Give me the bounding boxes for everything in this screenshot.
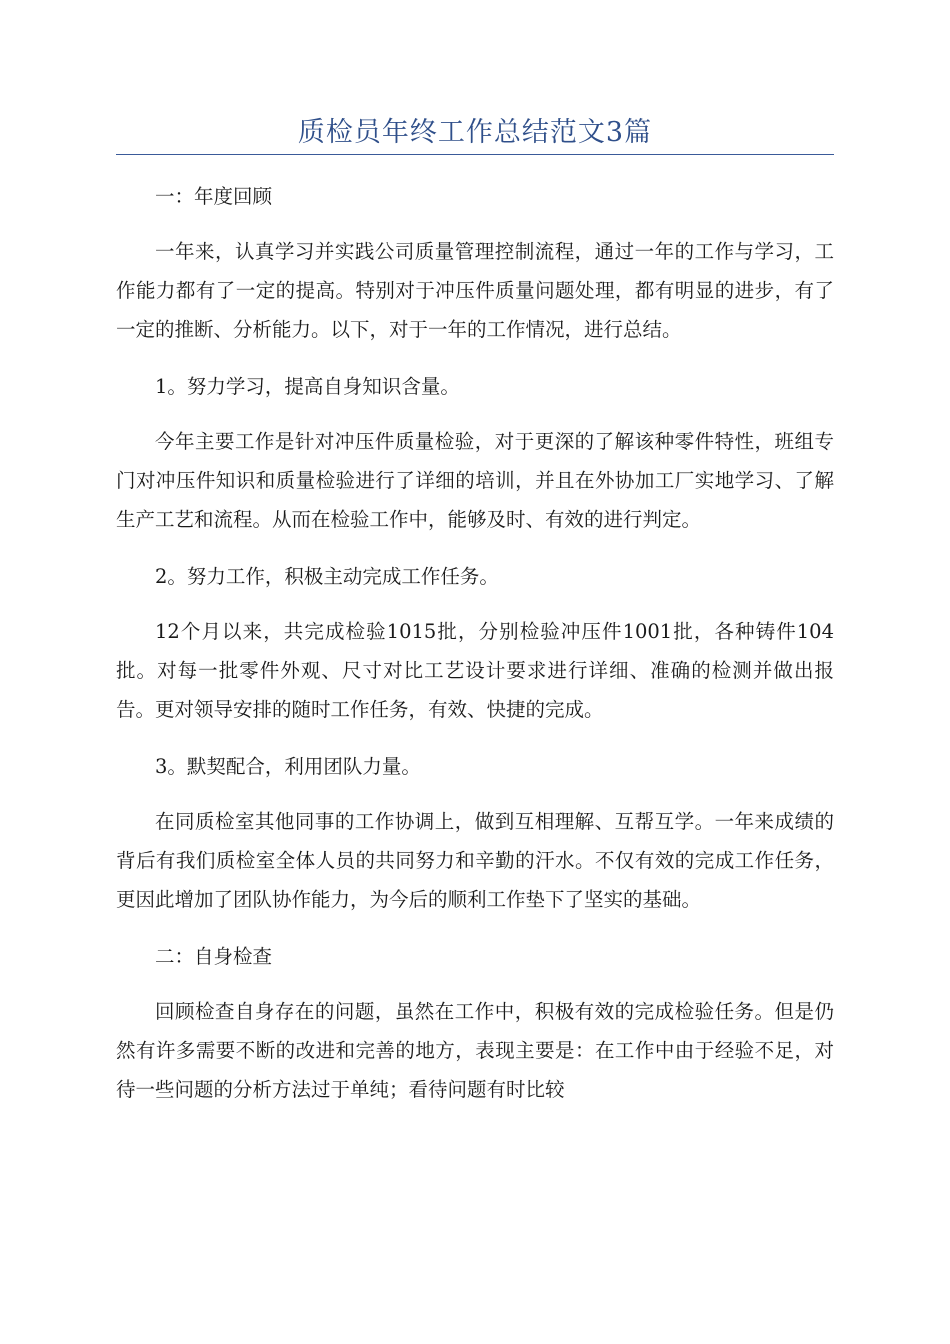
- document-title: 质检员年终工作总结范文3篇: [297, 117, 653, 148]
- paragraph-study: 今年主要工作是针对冲压件质量检验，对于更深的了解该种零件特性，班组专门对冲压件知识和质量检验进行了详细的培训，并且在外协加工厂实地学习、了解生产工艺和流程。从而在检验工作中，能够及时、有效的进行判定。: [116, 430, 834, 531]
- section-heading-review: 一：年度回顾: [155, 185, 273, 208]
- document-page: [116, 0, 834, 1127]
- subheading-work: 2。努力工作，积极主动完成工作任务。: [155, 565, 499, 588]
- title-underline: [116, 154, 834, 155]
- paragraph-intro: 一年来，认真学习并实践公司质量管理控制流程，通过一年的工作与学习，工作能力都有了一定的提高。特别对于冲压件质量问题处理，都有明显的进步，有了一定的推断、分析能力。以下，对于一年的工作情况，进行总结。: [116, 240, 834, 341]
- subheading-study: 1。努力学习，提高自身知识含量。: [155, 375, 460, 398]
- paragraph-self-check: 回顾检查自身存在的问题，虽然在工作中，积极有效的完成检验任务。但是仍然有许多需要不断的改进和完善的地方，表现主要是：在工作中由于经验不足，对待一些问题的分析方法过于单纯；看待问题有时比较: [116, 1000, 834, 1101]
- paragraph-teamwork: 在同质检室其他同事的工作协调上，做到互相理解、互帮互学。一年来成绩的背后有我们质检室全体人员的共同努力和辛勤的汗水。不仅有效的完成工作任务，更因此增加了团队协作能力，为今后的顺利工作垫下了坚实的基础。: [116, 810, 834, 911]
- section-heading-self-check: 二：自身检查: [155, 945, 273, 968]
- paragraph-work: 12个月以来，共完成检验1015批，分别检验冲压件1001批，各种铸件104批。对每一批零件外观、尺寸对比工艺设计要求进行详细、准确的检测并做出报告。更对领导安排的随时工作任务，有效、快捷的完成。: [116, 620, 834, 721]
- subheading-teamwork: 3。默契配合，利用团队力量。: [155, 755, 421, 778]
- document-body: [116, 177, 834, 1109]
